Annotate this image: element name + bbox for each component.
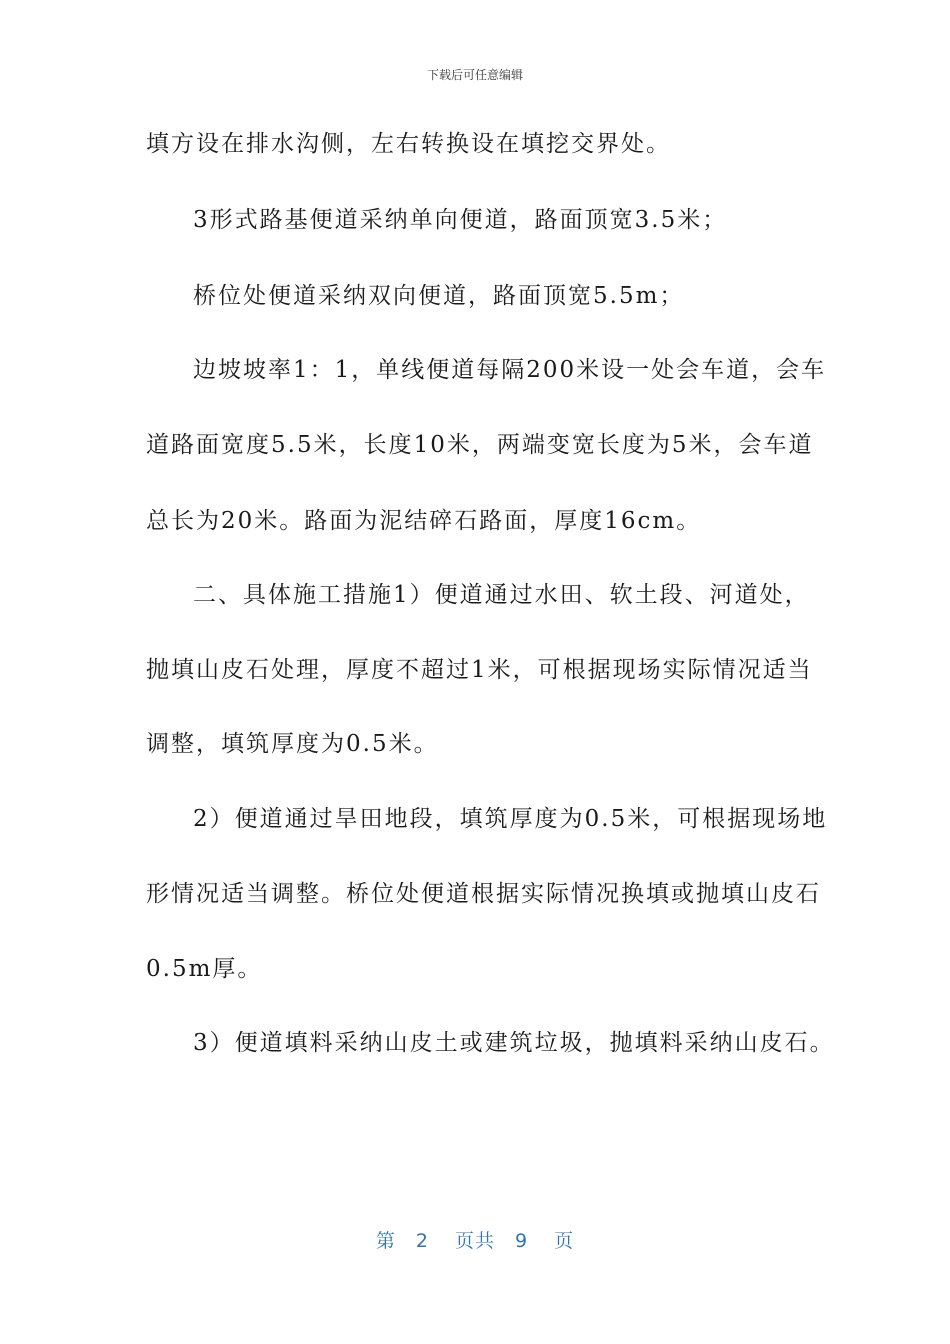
paragraph-line: 调整，填筑厚度为0.5米。 [146, 731, 439, 757]
paragraph-line: 0.5m厚。 [146, 956, 263, 982]
paragraph-line: 边坡坡率1：1，单线便道每隔200米设一处会车道，会车 [193, 357, 827, 383]
paragraph-line: 抛填山皮石处理，厚度不超过1米，可根据现场实际情况适当 [146, 657, 813, 683]
footer-suffix: 页 [554, 1230, 575, 1252]
page-header: 下载后可任意编辑 [426, 68, 523, 82]
paragraph-line: 桥位处便道采纳双向便道，路面顶宽5.5m； [193, 283, 685, 309]
footer-middle: 页共 [454, 1230, 495, 1252]
paragraph-line: 道路面宽度5.5米，长度10米，两端变宽长度为5米，会车道 [146, 432, 814, 458]
page-footer [0, 1226, 950, 1253]
paragraph-line: 二、具体施工措施1）便道通过水田、软土段、河道处， [193, 582, 810, 608]
footer-prefix: 第 [375, 1230, 396, 1252]
paragraph-line: 总长为20米。路面为泥结碎石路面，厚度16cm。 [146, 508, 702, 534]
footer-current-page: 2 [415, 1230, 429, 1252]
paragraph-line: 填方设在排水沟侧，左右转换设在填挖交界处。 [146, 131, 671, 157]
paragraph-line: 形情况适当调整。桥位处便道根据实际情况换填或抛填山皮石 [146, 881, 821, 907]
paragraph-line: 3形式路基便道采纳单向便道，路面顶宽3.5米； [193, 207, 728, 233]
footer-total-pages: 9 [515, 1230, 529, 1252]
paragraph-line: 2）便道通过旱田地段，填筑厚度为0.5米，可根据现场地 [193, 806, 828, 832]
paragraph-line: 3）便道填料采纳山皮土或建筑垃圾，抛填料采纳山皮石。 [193, 1030, 835, 1056]
